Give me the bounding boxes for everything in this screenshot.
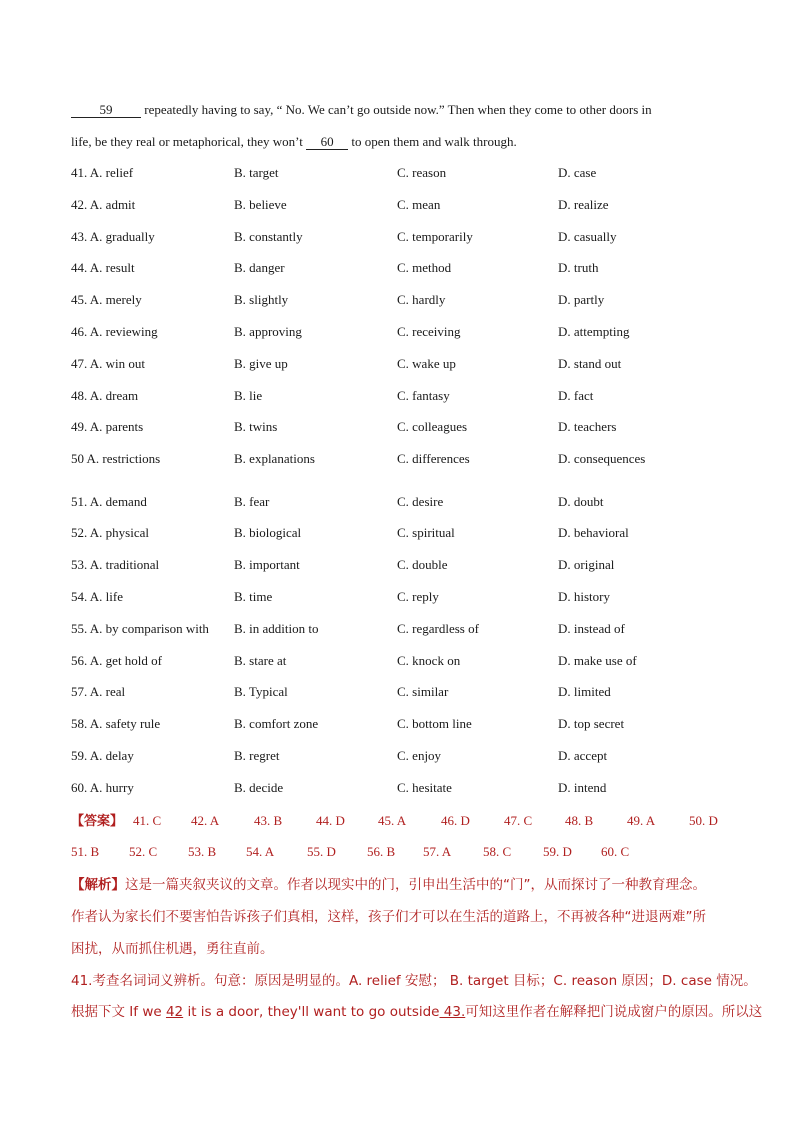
option-d: D. partly [558, 292, 605, 307]
option-c: C. regardless of [397, 621, 479, 636]
question-row [71, 387, 731, 405]
option-a: 43. A. gradually [71, 229, 155, 244]
option-a: 41. A. relief [71, 165, 134, 180]
question-row [71, 259, 731, 277]
option-a: 57. A. real [71, 684, 126, 699]
option-a: 56. A. get hold of [71, 653, 162, 668]
option-a: 45. A. merely [71, 292, 142, 307]
option-b: B. give up [234, 356, 288, 371]
option-c: C. desire [397, 494, 444, 509]
answer-item: 46. D [441, 813, 470, 828]
option-d: D. behavioral [558, 525, 629, 540]
question-row [71, 164, 731, 182]
option-b: B. regret [234, 748, 280, 763]
option-c: C. differences [397, 451, 470, 466]
answer-item: 48. B [565, 813, 594, 828]
option-a: 58. A. safety rule [71, 716, 161, 731]
option-d: D. attempting [558, 324, 630, 339]
answer-item: 52. C [129, 844, 158, 859]
question-row [71, 228, 731, 246]
analysis-line-4 [71, 972, 757, 990]
answer-item: 49. A [627, 813, 656, 828]
question-row [71, 620, 731, 638]
option-a: 47. A. win out [71, 356, 146, 371]
option-d: D. case [558, 165, 597, 180]
answer-item: 44. D [316, 813, 345, 828]
option-d: D. original [558, 557, 615, 572]
option-d: D. realize [558, 197, 609, 212]
analysis-text-4: 41.考查名词词义辨析。句意：原因是明显的。A. relief 安慰； B. target 目标；C. reason 原因；D. case 情况。 [71, 973, 757, 989]
answer-item: 57. A [423, 844, 452, 859]
analysis-text-5e: 可知这里作者在解释把门说成窗户的原因。所以这 [465, 1004, 763, 1020]
analysis-text-5c: it is a door, they'll want to go outside [183, 1004, 440, 1020]
option-d: D. stand out [558, 356, 622, 371]
option-c: C. method [397, 260, 452, 275]
answer-item: 54. A [246, 844, 275, 859]
option-c: C. bottom line [397, 716, 472, 731]
option-a: 55. A. by comparison with [71, 621, 209, 636]
option-c: C. similar [397, 684, 449, 699]
option-c: C. knock on [397, 653, 461, 668]
question-row [71, 418, 731, 436]
answer-item: 55. D [307, 844, 336, 859]
option-b: B. Typical [234, 684, 288, 699]
option-a: 53. A. traditional [71, 557, 160, 572]
answer-item: 41. C [133, 813, 162, 828]
option-a: 50 A. restrictions [71, 451, 161, 466]
blank-60: 60 [306, 135, 348, 150]
option-d: D. history [558, 589, 610, 604]
answer-item: 43. B [254, 813, 283, 828]
question-row [71, 355, 731, 373]
option-d: D. fact [558, 388, 594, 403]
option-b: B. fear [234, 494, 270, 509]
option-c: C. mean [397, 197, 441, 212]
option-d: D. intend [558, 780, 607, 795]
analysis-label: 【解析】 [71, 877, 125, 893]
option-c: C. spiritual [397, 525, 455, 540]
analysis-line-3 [71, 940, 274, 958]
analysis-line-1 [71, 876, 706, 894]
option-b: B. time [234, 589, 273, 604]
option-b: B. believe [234, 197, 287, 212]
option-d: D. consequences [558, 451, 646, 466]
option-a: 59. A. delay [71, 748, 134, 763]
question-row [71, 652, 731, 670]
option-a: 49. A. parents [71, 419, 144, 434]
analysis-line-2 [71, 908, 706, 926]
passage-line-1-text: repeatedly having to say, “ No. We can’t go outside now.” Then when they come to other doors in [141, 102, 652, 117]
answer-item: 42. A [191, 813, 220, 828]
answer-item: 56. B [367, 844, 396, 859]
question-row [71, 196, 731, 214]
answer-item: 53. B [188, 844, 217, 859]
option-c: C. temporarily [397, 229, 473, 244]
answer-item: 47. C [504, 813, 533, 828]
option-a: 44. A. result [71, 260, 135, 275]
passage-line-2-before: life, be they real or metaphorical, they won’t [71, 134, 307, 149]
option-b: B. approving [234, 324, 302, 339]
option-b: B. biological [234, 525, 302, 540]
passage-line-2-after: to open them and walk through. [348, 134, 517, 149]
question-row [71, 715, 731, 733]
option-c: C. fantasy [397, 388, 450, 403]
answer-label: 【答案】 [71, 814, 124, 829]
blank-59: 59 [71, 103, 141, 118]
option-c: C. hardly [397, 292, 446, 307]
analysis-blank-43: 43. [439, 1004, 466, 1020]
answer-row-1 [71, 812, 718, 831]
question-row [71, 779, 731, 797]
option-c: C. receiving [397, 324, 461, 339]
option-d: D. limited [558, 684, 611, 699]
option-b: B. in addition to [234, 621, 319, 636]
option-b: B. important [234, 557, 300, 572]
analysis-text-5a: 根据下文 If we [71, 1004, 166, 1020]
option-b: B. lie [234, 388, 263, 403]
question-row [71, 323, 731, 341]
question-row [71, 588, 731, 606]
option-c: C. reply [397, 589, 439, 604]
analysis-text-3: 困扰，从而抓住机遇，勇往直前。 [71, 941, 274, 957]
option-d: D. truth [558, 260, 599, 275]
option-a: 42. A. admit [71, 197, 136, 212]
option-a: 46. A. reviewing [71, 324, 158, 339]
question-row [71, 683, 731, 701]
analysis-text-1: 这是一篇夹叙夹议的文章。作者以现实中的门，引申出生活中的“门”，从而探讨了一种教育理念。 [125, 877, 706, 893]
option-d: D. casually [558, 229, 617, 244]
option-d: D. doubt [558, 494, 604, 509]
option-a: 52. A. physical [71, 525, 149, 540]
option-d: D. top secret [558, 716, 625, 731]
option-d: D. instead of [558, 621, 625, 636]
option-c: C. enjoy [397, 748, 442, 763]
analysis-line-5 [71, 1003, 762, 1021]
answer-item: 58. C [483, 844, 512, 859]
option-c: C. colleagues [397, 419, 468, 434]
option-c: C. hesitate [397, 780, 452, 795]
answer-item: 51. B [71, 844, 100, 859]
question-row [71, 291, 731, 309]
option-c: C. wake up [397, 356, 456, 371]
option-b: B. stare at [234, 653, 287, 668]
analysis-blank-42: 42 [165, 1004, 184, 1020]
option-a: 54. A. life [71, 589, 123, 604]
option-b: B. explanations [234, 451, 315, 466]
option-b: B. decide [234, 780, 284, 795]
option-b: B. target [234, 165, 279, 180]
option-c: C. reason [397, 165, 447, 180]
question-row [71, 450, 731, 468]
option-d: D. accept [558, 748, 608, 763]
option-b: B. slightly [234, 292, 289, 307]
answer-item: 60. C [601, 844, 630, 859]
option-b: B. danger [234, 260, 285, 275]
question-row [71, 493, 731, 511]
answer-item: 59. D [543, 844, 572, 859]
passage-line-1 [71, 102, 652, 118]
option-b: B. twins [234, 419, 278, 434]
answer-item: 50. D [689, 813, 718, 828]
option-c: C. double [397, 557, 448, 572]
analysis-text-2: 作者认为家长们不要害怕告诉孩子们真相，这样，孩子们才可以在生活的道路上，不再被各种“进退两难”所 [71, 909, 706, 925]
question-row [71, 747, 731, 765]
question-row [71, 524, 731, 542]
option-a: 51. A. demand [71, 494, 147, 509]
option-a: 60. A. hurry [71, 780, 134, 795]
question-row [71, 556, 731, 574]
option-a: 48. A. dream [71, 388, 139, 403]
passage-line-2 [71, 134, 517, 150]
option-b: B. comfort zone [234, 716, 319, 731]
option-d: D. make use of [558, 653, 637, 668]
option-d: D. teachers [558, 419, 617, 434]
answer-item: 45. A [378, 813, 407, 828]
option-b: B. constantly [234, 229, 303, 244]
